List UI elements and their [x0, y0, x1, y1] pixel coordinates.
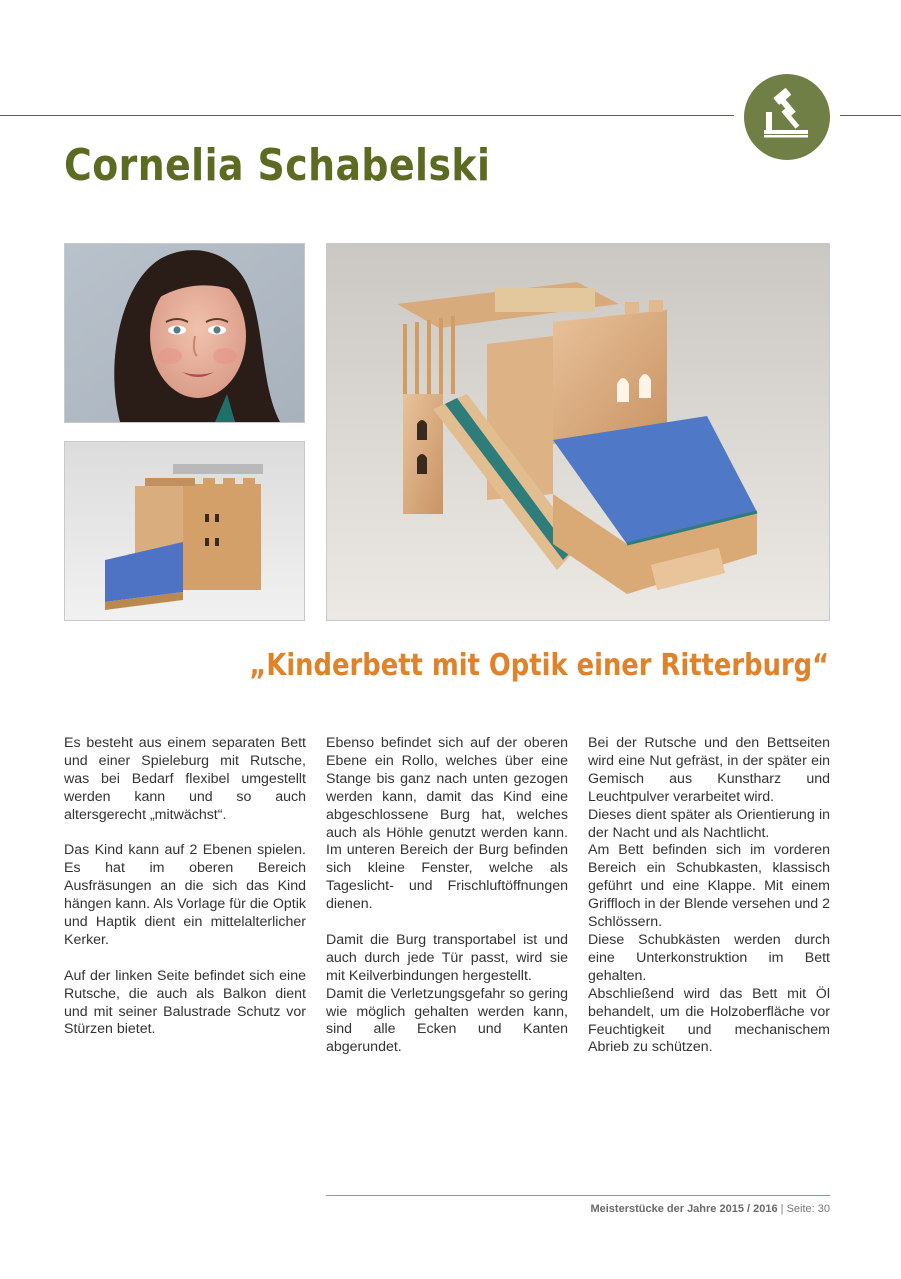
paragraph: Diese Schubkästen werden durch eine Unterkonstruktion im Bett gehalten. — [588, 931, 830, 984]
text-column-3 — [588, 735, 830, 1057]
portrait-photo — [64, 243, 305, 423]
page-footer — [590, 1203, 830, 1215]
footer-separator: | — [777, 1203, 787, 1215]
paragraph: Bei der Rutsche und den Bettseiten wird eine Nut gefräst, in der später ein Gemisch aus Kunstharz und Leuchtpulver verarbeitet wird. — [588, 735, 830, 805]
page-number: Seite: 30 — [786, 1203, 830, 1215]
paragraph: Am Bett befinden sich im vorderen Bereich ein Schubkasten, klassisch geführt und eine Klappe. Mit einem Griffloch in der Blende versehen und 2 Schlössern. — [588, 842, 830, 931]
author-name: Cornelia Schabelski — [64, 140, 491, 191]
trade-badge — [744, 74, 830, 160]
paragraph: Ebenso befindet sich auf der oberen Ebene ein Rollo, welches über eine Stange bis ganz nach unten gezogen werden kann, damit das Kind eine abgeschlossene Burg hat, welches auch als Höhle genutzt werden kann. Im unteren Bereich der Burg befinden sich kleine Fenster, welche als Tageslicht- und Frischluftöffnungen dienen. — [326, 735, 568, 913]
footer-rule — [326, 1195, 830, 1196]
text-column-2 — [326, 735, 568, 1075]
paragraph: Das Kind kann auf 2 Ebenen spielen. Es hat im oberen Bereich Ausfräsungen an die sich das Kind hängen kann. Als Vorlage für die Optik und Haptik dient ein mittelalterlicher Kerker. — [64, 842, 306, 948]
castle-bed-back-photo — [64, 441, 305, 621]
castle-bed-front-photo — [326, 243, 830, 621]
paragraph: Es besteht aus einem separaten Bett und einer Spieleburg mit Rutsche, was bei Bedarf flexibel umgestellt werden kann und so auch altersgerecht „mitwächst“. — [64, 735, 306, 823]
footer-publication: Meisterstücke der Jahre 2015 / 2016 — [590, 1203, 778, 1215]
text-column-1 — [64, 735, 306, 1057]
header-rule-right — [840, 115, 901, 116]
paragraph: Damit die Verletzungsgefahr so gering wie möglich gehalten werden kann, sind alle Ecken und Kanten abgerundet. — [326, 985, 568, 1056]
paragraph: Damit die Burg transportabel ist und auch durch jede Tür passt, wird sie mit Keilverbindungen hergestellt. — [326, 931, 568, 984]
paragraph: Auf der linken Seite befindet sich eine Rutsche, die auch als Balkon dient und mit seiner Balustrade Schutz vor Stürzen bietet. — [64, 967, 306, 1038]
hammer-anvil-icon — [744, 74, 830, 160]
project-quote: „Kinderbett mit Optik einer Ritterburg“ — [249, 648, 829, 683]
paragraph: Abschließend wird das Bett mit Öl behandelt, um die Holzoberfläche vor Feuchtigkeit und mechanischem Abrieb zu schützen. — [588, 985, 830, 1056]
header-rule-left — [0, 115, 734, 116]
paragraph: Dieses dient später als Orientierung in der Nacht und als Nachtlicht. — [588, 806, 830, 841]
